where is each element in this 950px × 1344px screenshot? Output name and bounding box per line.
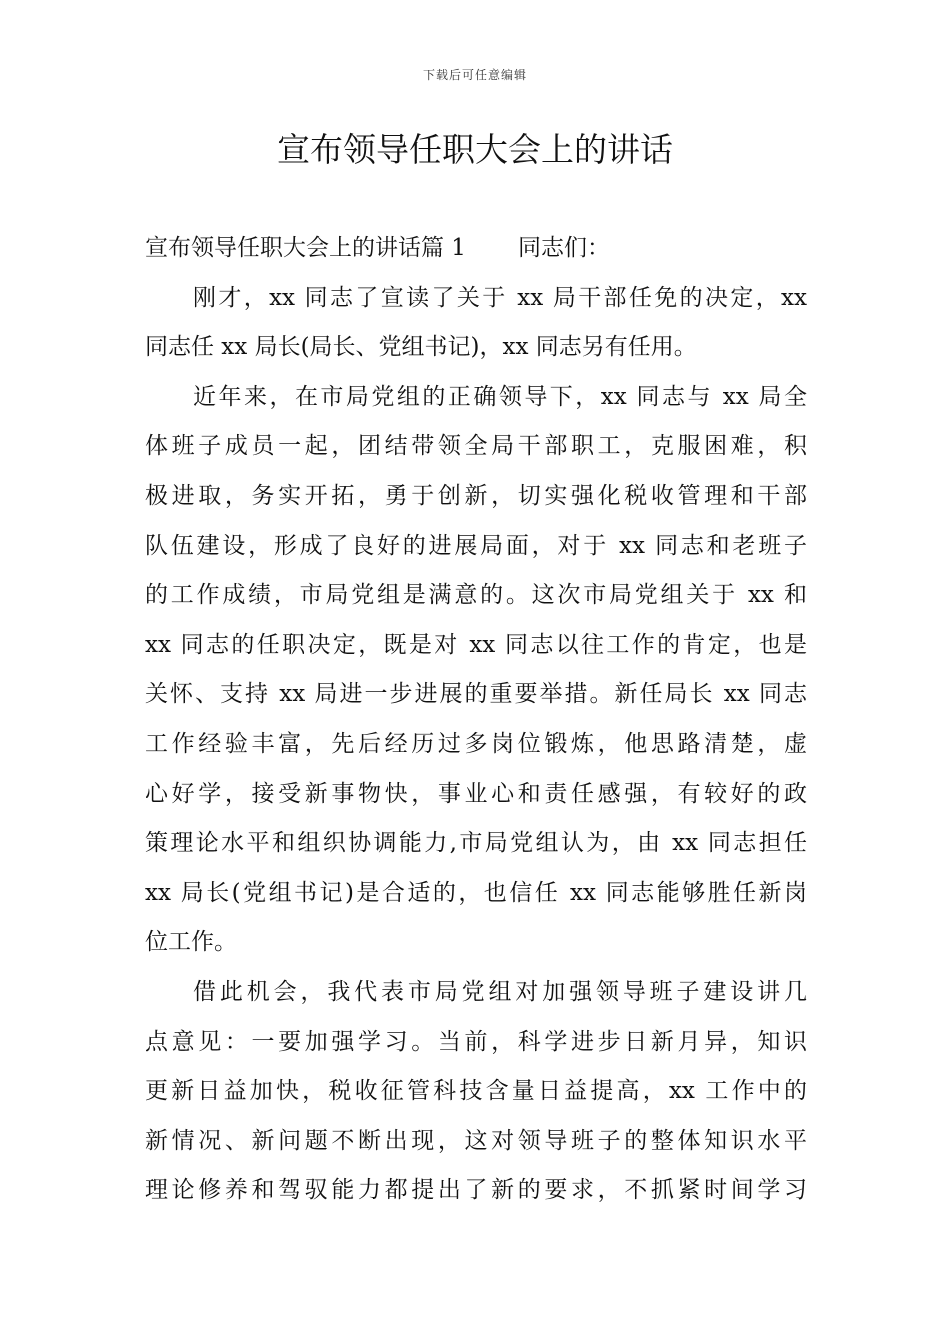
paragraph-line: 新情况、新问题不断出现，这对领导班子的整体知识水平 [145, 1127, 807, 1154]
paragraph-line: 位工作。 [145, 929, 237, 956]
paragraph-line: 理论修养和驾驭能力都提出了新的要求，不抓紧时间学习 [145, 1177, 807, 1204]
document-body [145, 224, 807, 1216]
document-title: 宣布领导任职大会上的讲话 [277, 130, 673, 169]
paragraph-3 [145, 968, 807, 1216]
lead-line [145, 224, 807, 274]
paragraph-line: 刚才，xx 同志了宣读了关于 xx 局干部任免的决定，xx [193, 284, 807, 311]
paragraph-line: xx 同志的任职决定，既是对 xx 同志以往工作的肯定，也是 [145, 631, 807, 658]
paragraph-line: 的工作成绩，市局党组是满意的。这次市局党组关于 xx 和 [145, 582, 807, 609]
speech-heading: 宣布领导任职大会上的讲话篇 1 [145, 235, 466, 261]
paragraph-line: 策理论水平和组织协调能力,市局党组认为，由 xx 同志担任 [145, 830, 807, 857]
paragraph-line: 队伍建设，形成了良好的进展局面，对于 xx 同志和老班子 [145, 532, 807, 559]
paragraph-line: 更新日益加快，税收征管科技含量日益提高，xx 工作中的 [145, 1078, 807, 1105]
paragraph-line: 极进取，务实开拓，勇于创新，切实强化税收管理和干部 [145, 482, 807, 509]
paragraph-line: 点意见：一要加强学习。当前，科学进步日新月异，知识 [145, 1028, 807, 1055]
paragraph-line: 同志任 xx 局长(局长、党组书记)，xx 同志另有任用。 [145, 334, 697, 361]
paragraph-1 [145, 274, 807, 373]
paragraph-line: 体班子成员一起，团结带领全局干部职工，克服困难，积 [145, 433, 807, 460]
salutation: 同志们： [517, 235, 610, 261]
paragraph-2 [145, 373, 807, 968]
paragraph-line: 心好学，接受新事物快，事业心和责任感强，有较好的政 [145, 780, 807, 807]
paragraph-line: 近年来，在市局党组的正确领导下，xx 同志与 xx 局全 [193, 383, 807, 410]
paragraph-line: 借此机会，我代表市局党组对加强领导班子建设讲几 [193, 978, 807, 1005]
header-note: 下载后可任意编辑 [422, 68, 527, 82]
paragraph-line: 工作经验丰富，先后经历过多岗位锻炼，他思路清楚，虚 [145, 730, 807, 757]
paragraph-line: xx 局长(党组书记)是合适的，也信任 xx 同志能够胜任新岗 [145, 879, 807, 906]
paragraph-line: 关怀、支持 xx 局进一步进展的重要举措。新任局长 xx 同志 [145, 681, 807, 708]
